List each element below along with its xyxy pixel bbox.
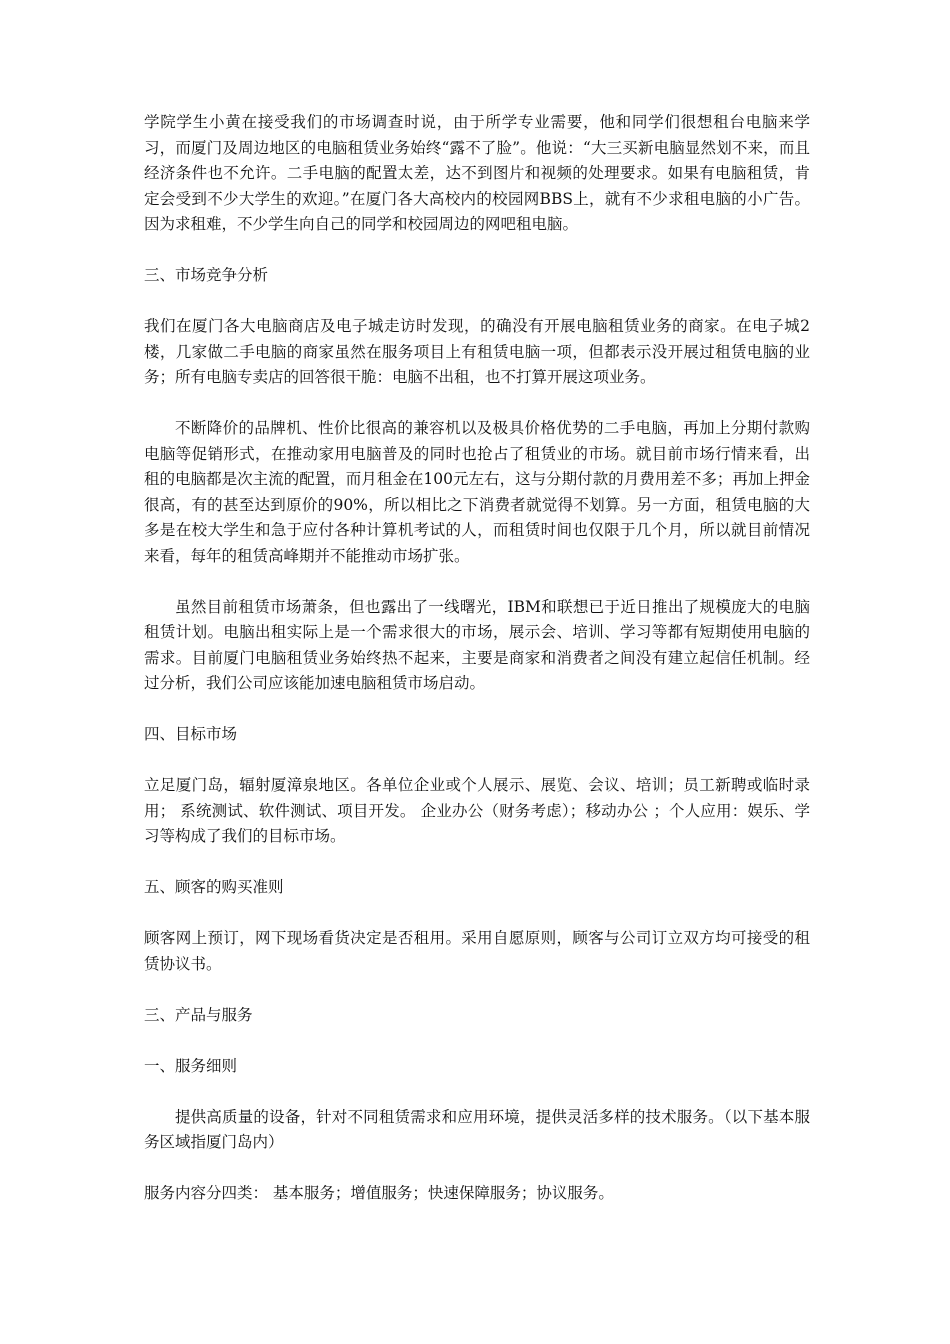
heading-customer-criteria: 五、顾客的购买准则 xyxy=(144,878,284,896)
paragraph-service-quality: 提供高质量的设备，针对不同租赁需求和应用环境，提供灵活多样的技术服务。（以下基本服务区域指厦门岛内） xyxy=(144,1107,810,1151)
heading-target-market: 四、目标市场 xyxy=(144,725,238,743)
paragraph-customer-criteria: 顾客网上预订，网下现场看货决定是否租用。采用自愿原则，顾客与公司订立双方均可接受的租赁协议书。 xyxy=(144,929,810,973)
paragraph-target-market: 立足厦门岛，辐射厦漳泉地区。各单位企业或个人展示、展览、会议、培训；员工新聘或临时录用； 系统测试、软件测试、项目开发。 企业办公（财务考虑）；移动办公 ；个人应用：娱乐、学习等构成了我们的目标市场。 xyxy=(144,776,810,845)
paragraph-price-pressure: 不断降价的品牌机、性价比很高的兼容机以及极具价格优势的二手电脑，再加上分期付款购电脑等促销形式，在推动家用电脑普及的同时也抢占了租赁业的市场。就目前市场行情来看，出租的电脑都是次主流的配置，而月租金在100元左右，这与分期付款的月费用差不多；再加上押金很高，有的甚至达到原价的90%，所以相比之下消费者就觉得不划算。另一方面，租赁电脑的大多是在校大学生和急于应付各种计算机考试的人，而租赁时间也仅限于几个月，所以就目前情况来看，每年的租赁高峰期并不能推动市场扩张。 xyxy=(144,419,810,565)
paragraph-survey-findings: 我们在厦门各大电脑商店及电子城走访时发现，的确没有开展电脑租赁业务的商家。在电子城2楼，几家做二手电脑的商家虽然在服务项目上有租赁电脑一项，但都表示没开展过租赁电脑的业务；所有电脑专卖店的回答很干脆：电脑不出租，也不打算开展这项业务。 xyxy=(144,317,810,386)
paragraph-market-outlook: 虽然目前租赁市场萧条，但也露出了一线曙光，IBM和联想已于近日推出了规模庞大的电脑租赁计划。电脑出租实际上是一个需求很大的市场，展示会、培训、学习等都有短期使用电脑的需求。目前厦门电脑租赁业务始终热不起来，主要是商家和消费者之间没有建立起信任机制。经过分析，我们公司应该能加速电脑租赁市场启动。 xyxy=(144,597,810,692)
paragraph-service-categories: 服务内容分四类： 基本服务；增值服务；快速保障服务；协议服务。 xyxy=(144,1184,614,1202)
heading-service-details: 一、服务细则 xyxy=(144,1056,238,1075)
heading-products-services: 三、产品与服务 xyxy=(144,1005,253,1024)
heading-market-competition: 三、市场竞争分析 xyxy=(144,266,269,284)
document-body xyxy=(144,110,810,1232)
paragraph-student-demand: 学院学生小黄在接受我们的市场调查时说，由于所学专业需要，他和同学们很想租台电脑来学习，而厦门及周边地区的电脑租赁业务始终“露不了脸”。他说：“大三买新电脑显然划不来，而且经济条件也不允许。二手电脑的配置太差，达不到图片和视频的处理要求。如果有电脑租赁，肯定会受到不少大学生的欢迎。”在厦门各大高校内的校园网BBS上，就有不少求租电脑的小广告。因为求租难，不少学生向自己的同学和校园周边的网吧租电脑。 xyxy=(144,113,810,233)
